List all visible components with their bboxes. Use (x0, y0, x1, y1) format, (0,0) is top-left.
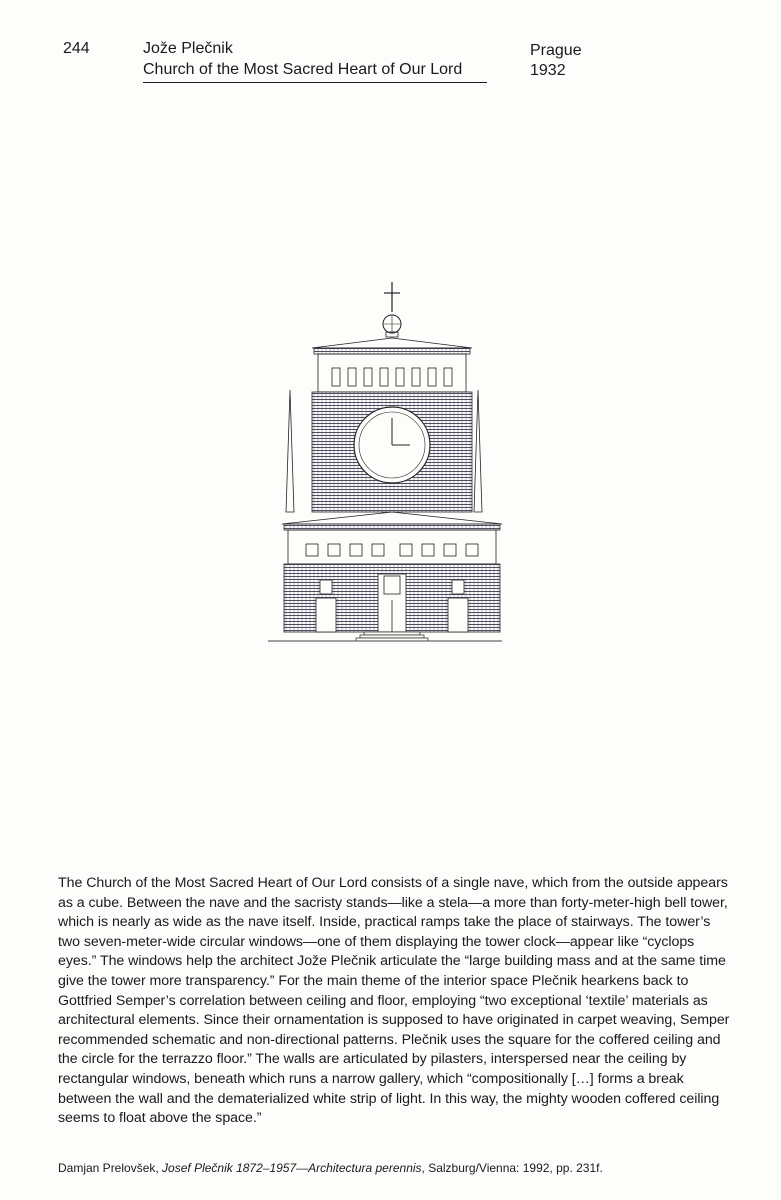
entrance-steps (356, 632, 428, 641)
nave-cornice (282, 512, 502, 530)
citation-book-title: Josef Plečnik 1872–1957—Architectura perennis (162, 1161, 422, 1175)
citation-author: Damjan Prelovšek, (58, 1161, 163, 1175)
author-name: Jože Plečnik (143, 40, 233, 57)
city: Prague (530, 42, 582, 59)
body-paragraph: The Church of the Most Sacred Heart of Our Lord consists of a single nave, which from the outside appears as a cube. Between the nave and the sacristy stands—like a stela—a more than forty-meter-high bell tower, which is nearly as wide as the nave itself. Inside, practical ramps take the place of stairways. The tower’s two seven-meter-wide circular windows—one of them displaying the tower clock—appear like “cyclops eyes.” The windows help the architect Jože Plečnik articulate the “large building mass and at the same time give the tower more transparency.” For the main theme of the interior space Plečnik hearkens back to Gottfried Semper’s correlation between ceiling and floor, employing “two exceptional ‘textile’ materials as architectural elements. Since their ornamentation is supposed to have originated in carpet weaving, Semper recommended schematic and non-directional patterns. Plečnik uses the square for the coffered ceiling and the circle for the terrazzo floor.” The walls are articulated by pilasters, interspersed near the ceiling by rectangular windows, beneath which runs a narrow gallery, which “compositionally […] forms a break between the wall and the dematerialized white strip of light. In this way, the mighty wooden coffered ceiling seems to float above the space.” (58, 875, 730, 1127)
citation (58, 1160, 730, 1176)
tower-belfry (318, 354, 466, 392)
obelisk-left (286, 390, 294, 512)
page-title: Church of the Most Sacred Heart of Our Lord (143, 61, 487, 83)
tower-cornice (312, 338, 472, 354)
year: 1932 (530, 62, 566, 79)
clock-window (354, 407, 430, 483)
citation-publisher: , Salzburg/Vienna: 1992, pp. 231f. (421, 1161, 603, 1175)
church-elevation-drawing (260, 280, 510, 650)
obelisk-right (474, 390, 482, 512)
cross-icon (384, 282, 400, 312)
page-number: 244 (63, 40, 90, 57)
nave-window-band (288, 530, 496, 564)
